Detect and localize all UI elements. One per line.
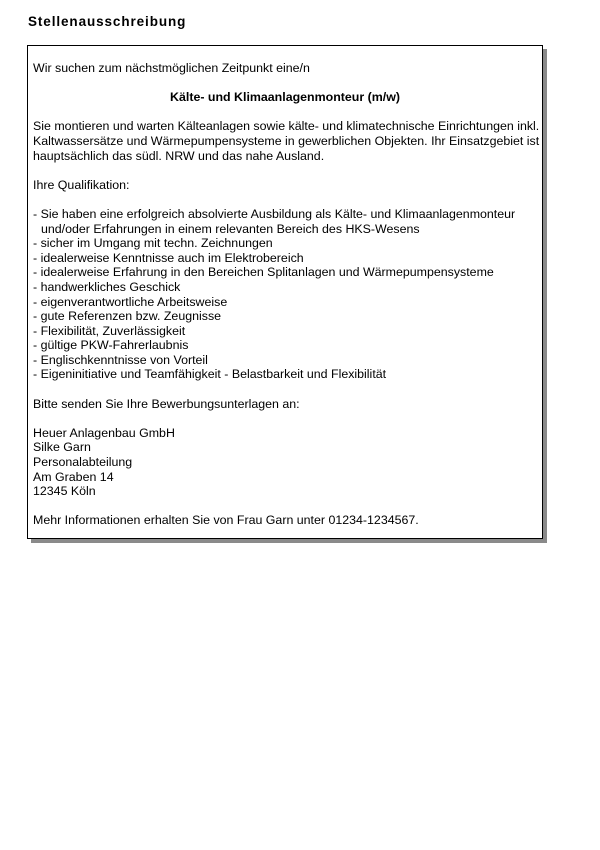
page-title: Stellenausschreibung xyxy=(28,14,187,29)
intro-text: Wir suchen zum nächstmöglichen Zeitpunkt eine/n xyxy=(33,61,310,75)
qualifications-heading: Ihre Qualifikation: xyxy=(33,177,130,192)
job-posting-box xyxy=(27,45,543,539)
address-block xyxy=(33,426,542,499)
address-department: Personalabteilung xyxy=(33,455,133,470)
address-company: Heuer Anlagenbau GmbH xyxy=(33,425,175,440)
qualification-item: - handwerkliches Geschick xyxy=(33,279,181,294)
qualification-item: - Eigeninitiative und Teamfähigkeit - Belastbarkeit und Flexibilität xyxy=(33,367,387,382)
qualification-item: - Englischkenntnisse von Vorteil xyxy=(33,352,208,367)
qualification-item: - Flexibilität, Zuverlässigkeit xyxy=(33,323,186,338)
qualification-item: - idealerweise Kenntnisse auch im Elektrobereich xyxy=(33,250,304,265)
qualification-item: - sicher im Umgang mit techn. Zeichnungen xyxy=(33,236,273,251)
application-prompt: Bitte senden Sie Ihre Bewerbungsunterlagen an: xyxy=(33,396,300,411)
qualifications-list xyxy=(33,207,542,382)
address-street: Am Graben 14 xyxy=(33,469,114,484)
address-contact: Silke Garn xyxy=(33,440,91,455)
address-city: 12345 Köln xyxy=(33,484,96,499)
qualification-item: - gute Referenzen bzw. Zeugnisse xyxy=(33,309,222,324)
contact-info: Mehr Informationen erhalten Sie von Frau Garn unter 01234-1234567. xyxy=(33,513,419,528)
job-title: Kälte- und Klimaanlagenmonteur (m/w) xyxy=(170,90,400,105)
qualification-item: - eigenverantwortliche Arbeitsweise xyxy=(33,294,228,309)
qualification-item: - idealerweise Erfahrung in den Bereichen Splitanlagen und Wärmepumpensysteme xyxy=(33,265,494,280)
job-description: Sie montieren und warten Kälteanlagen sowie kälte- und klimatechnische Einrichtungen inkl. Kaltwassersätze und Wärmepumpensysteme in gewerblichen Objekten. Ihr Einsatzgebiet ist hauptsächlich das südl. NRW und das nahe Ausland. xyxy=(33,119,540,163)
qualification-item: - Sie haben eine erfolgreich absolvierte Ausbildung als Kälte- und Klimaanlagenmonteur und/oder Erfahrungen in einem relevanten Bereich des HKS-Wesens xyxy=(33,206,516,236)
qualification-item: - gültige PKW-Fahrerlaubnis xyxy=(33,338,189,353)
